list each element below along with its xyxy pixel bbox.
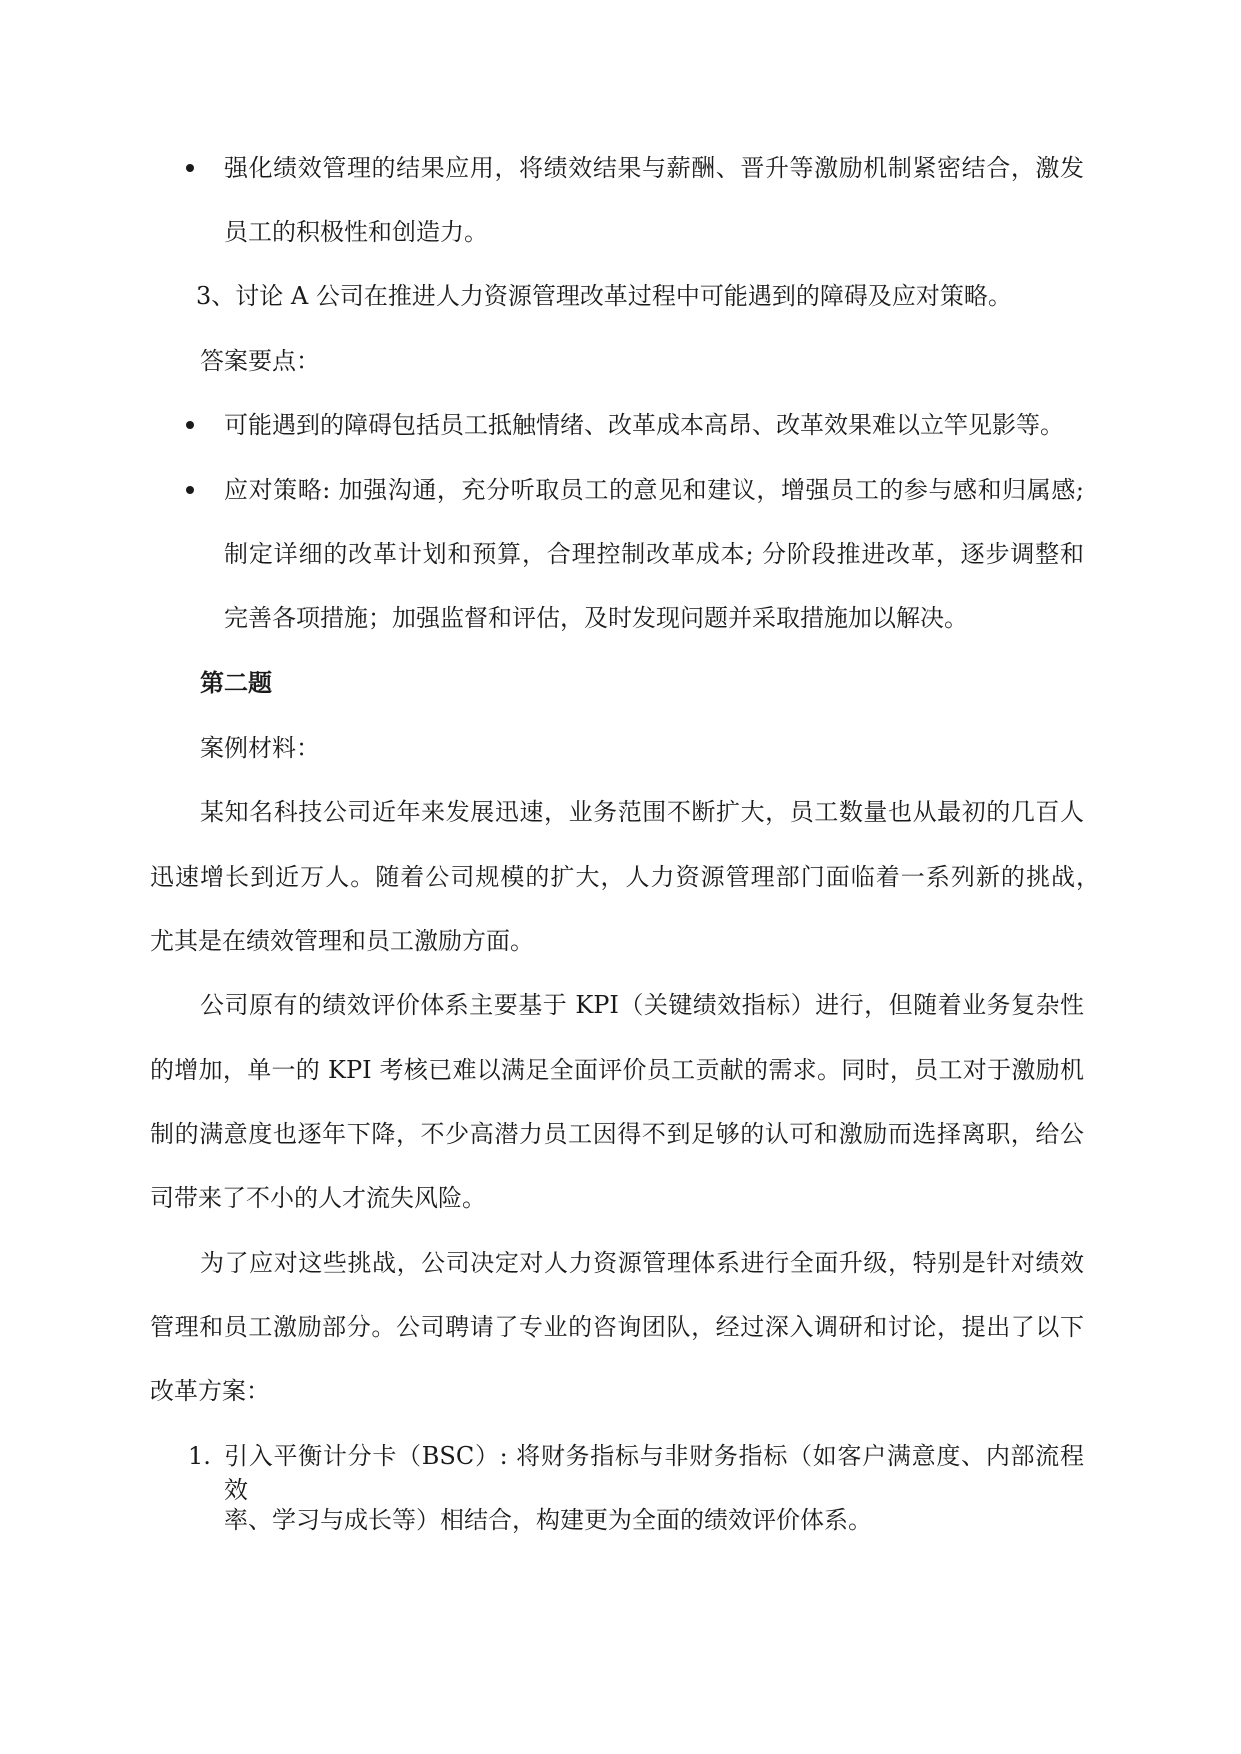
- question-3: 3、讨论 A 公司在推进人力资源管理改革过程中可能遇到的障碍及应对策略。: [196, 282, 1012, 310]
- text-line: 完善各项措施；加强监督和评估，及时发现问题并采取措施加以解决。: [224, 604, 968, 632]
- text-line: 率、学习与成长等）相结合，构建更为全面的绩效评价体系。: [224, 1506, 872, 1534]
- text-line: 强化绩效管理的结果应用，将绩效结果与薪酬、晋升等激励机制紧密结合，激发: [224, 154, 1084, 182]
- text-line: 迅速增长到近万人。随着公司规模的扩大，人力资源管理部门面临着一系列新的挑战，: [150, 863, 1100, 891]
- text-line: 尤其是在绩效管理和员工激励方面。: [150, 927, 534, 955]
- text-line: 的增加，单一的 KPI 考核已难以满足全面评价员工贡献的需求。同时，员工对于激励机: [150, 1056, 1084, 1084]
- text-line: 制定详细的改革计划和预算，合理控制改革成本; 分阶段推进改革，逐步调整和: [224, 540, 1084, 568]
- bullet-dot: [186, 421, 194, 429]
- text-line: 管理和员工激励部分。公司聘请了专业的咨询团队，经过深入调研和讨论，提出了以下: [150, 1313, 1084, 1341]
- text-line: 为了应对这些挑战，公司决定对人力资源管理体系进行全面升级，特别是针对绩效: [200, 1249, 1084, 1277]
- bullet-dot: [186, 486, 194, 494]
- text-line: 可能遇到的障碍包括员工抵触情绪、改革成本高昂、改革效果难以立竿见影等。: [224, 411, 1064, 439]
- answer-label: 答案要点：: [200, 347, 320, 375]
- section-heading: 第二题: [200, 668, 272, 697]
- case-label: 案例材料：: [200, 734, 320, 762]
- text-line: 制的满意度也逐年下降，不少高潜力员工因得不到足够的认可和激励而选择离职，给公: [150, 1120, 1084, 1148]
- text-line: 司带来了不小的人才流失风险。: [150, 1184, 486, 1212]
- text-line: 员工的积极性和创造力。: [224, 218, 488, 246]
- text-line: 引入平衡计分卡（BSC）: 将财务指标与非财务指标（如客户满意度、内部流程效: [224, 1442, 1084, 1504]
- text-line: 改革方案：: [150, 1377, 270, 1405]
- text-line: 公司原有的绩效评价体系主要基于 KPI（关键绩效指标）进行，但随着业务复杂性: [200, 991, 1084, 1019]
- bullet-dot: [186, 164, 194, 172]
- text-line: 应对策略: 加强沟通，充分听取员工的意见和建议，增强员工的参与感和归属感;: [224, 476, 1084, 504]
- list-number: 1.: [188, 1442, 211, 1470]
- text-line: 某知名科技公司近年来发展迅速，业务范围不断扩大，员工数量也从最初的几百人: [200, 798, 1084, 826]
